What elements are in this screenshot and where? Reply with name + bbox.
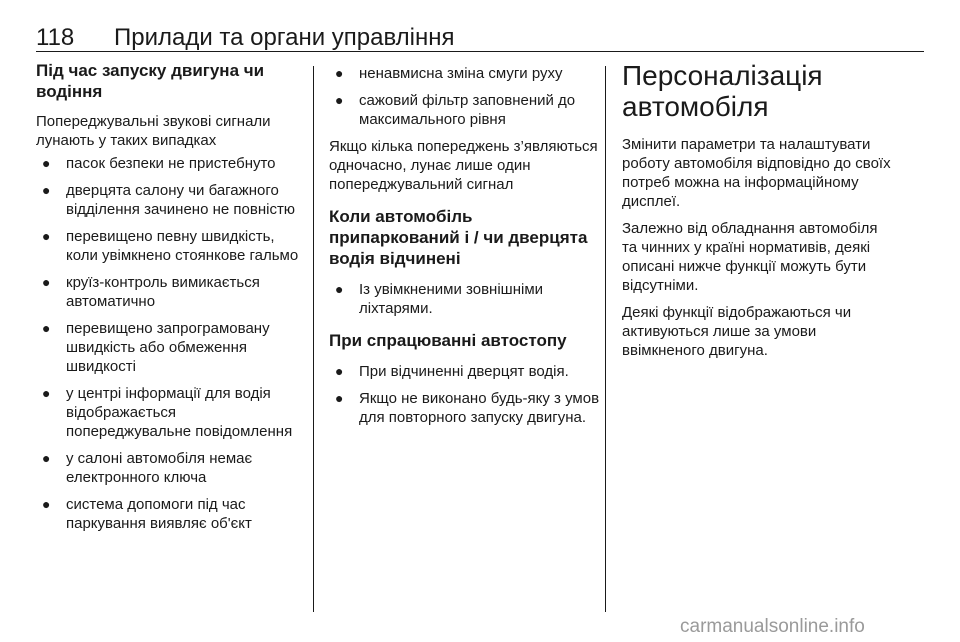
column-left — [36, 60, 302, 541]
list-item: ● Із увімкненими зовнішніми ліхтарями. — [335, 281, 544, 317]
bullet-icon: ● — [42, 320, 51, 336]
column-divider-left — [313, 66, 314, 612]
intro-paragraph: Попереджувальні звукові сигнали лунають у таких випадках — [36, 113, 271, 149]
section-heading-parked: Коли автомобіль припаркований і / чи дверцята водія відчинені — [329, 207, 588, 268]
paragraph: Деякі функції відображаються чи активуються лише за умови ввімкненого двигуна. — [622, 304, 852, 359]
warning-list-continued — [329, 64, 601, 129]
list-item: ● Якщо не виконано будь-яку з умов для повторного запуску двигуна. — [335, 390, 600, 426]
section-heading-startup: Під час запуску двигуна чи водіння — [36, 61, 265, 101]
header-divider — [36, 51, 924, 52]
autostop-list — [329, 362, 601, 427]
bullet-icon: ● — [42, 274, 51, 290]
list-item: ● у центрі інформації для водія відображається попереджувальне повідомлення — [42, 385, 293, 440]
bullet-icon: ● — [42, 385, 51, 401]
bullet-icon: ● — [42, 496, 51, 512]
warning-list — [36, 154, 302, 533]
list-item: ● перевищено запрограмовану швидкість або обмеження швидкості — [42, 320, 270, 375]
bullet-icon: ● — [335, 390, 344, 406]
bullet-icon: ● — [335, 363, 344, 379]
paragraph: Змінити параметри та налаштувати роботу автомобіля відповідно до своїх потреб можна на інформаційному дисплеї. — [622, 136, 891, 210]
list-item: ● перевищено певну швидкість, коли увімкнено стоянкове гальмо — [42, 228, 299, 264]
parked-list — [329, 280, 601, 318]
page-title: Прилади та органи управління — [114, 24, 455, 51]
watermark: carmanualsonline.info — [680, 616, 865, 637]
column-right — [622, 60, 894, 368]
bullet-icon: ● — [42, 228, 51, 244]
page-header — [36, 24, 924, 54]
list-item: ● круїз-контроль вимикається автоматично — [42, 274, 260, 310]
page-number: 118 — [36, 24, 75, 51]
bullet-icon: ● — [42, 182, 51, 198]
column-middle — [329, 60, 601, 435]
bullet-icon: ● — [42, 155, 51, 171]
bullet-icon: ● — [335, 65, 344, 81]
list-item: ● сажовий фільтр заповнений до максимального рівня — [335, 92, 576, 128]
column-divider-right — [605, 66, 606, 612]
section-title-personalization: Персоналізація автомобіля — [622, 60, 823, 122]
section-heading-autostop: При спрацюванні автостопу — [329, 331, 567, 350]
bullet-icon: ● — [335, 92, 344, 108]
bullet-icon: ● — [42, 450, 51, 466]
note-paragraph: Якщо кілька попереджень з’являються одночасно, лунає лише один попереджувальний сигнал — [329, 138, 598, 193]
bullet-icon: ● — [335, 281, 344, 297]
list-item: ● система допомоги під час паркування виявляє об'єкт — [42, 496, 252, 532]
paragraph: Залежно від обладнання автомобіля та чинних у країні нормативів, деякі описані нижче функції можуть бути відсутніми. — [622, 220, 878, 294]
list-item: ● у салоні автомобіля немає електронного ключа — [42, 450, 253, 486]
list-item: ● пасок безпеки не пристебнуто — [42, 155, 276, 172]
list-item: ● При відчиненні дверцят водія. — [335, 363, 569, 380]
list-item: ● дверцята салону чи багажного відділення зачинено не повністю — [42, 182, 296, 218]
list-item: ● ненавмисна зміна смуги руху — [335, 65, 563, 82]
